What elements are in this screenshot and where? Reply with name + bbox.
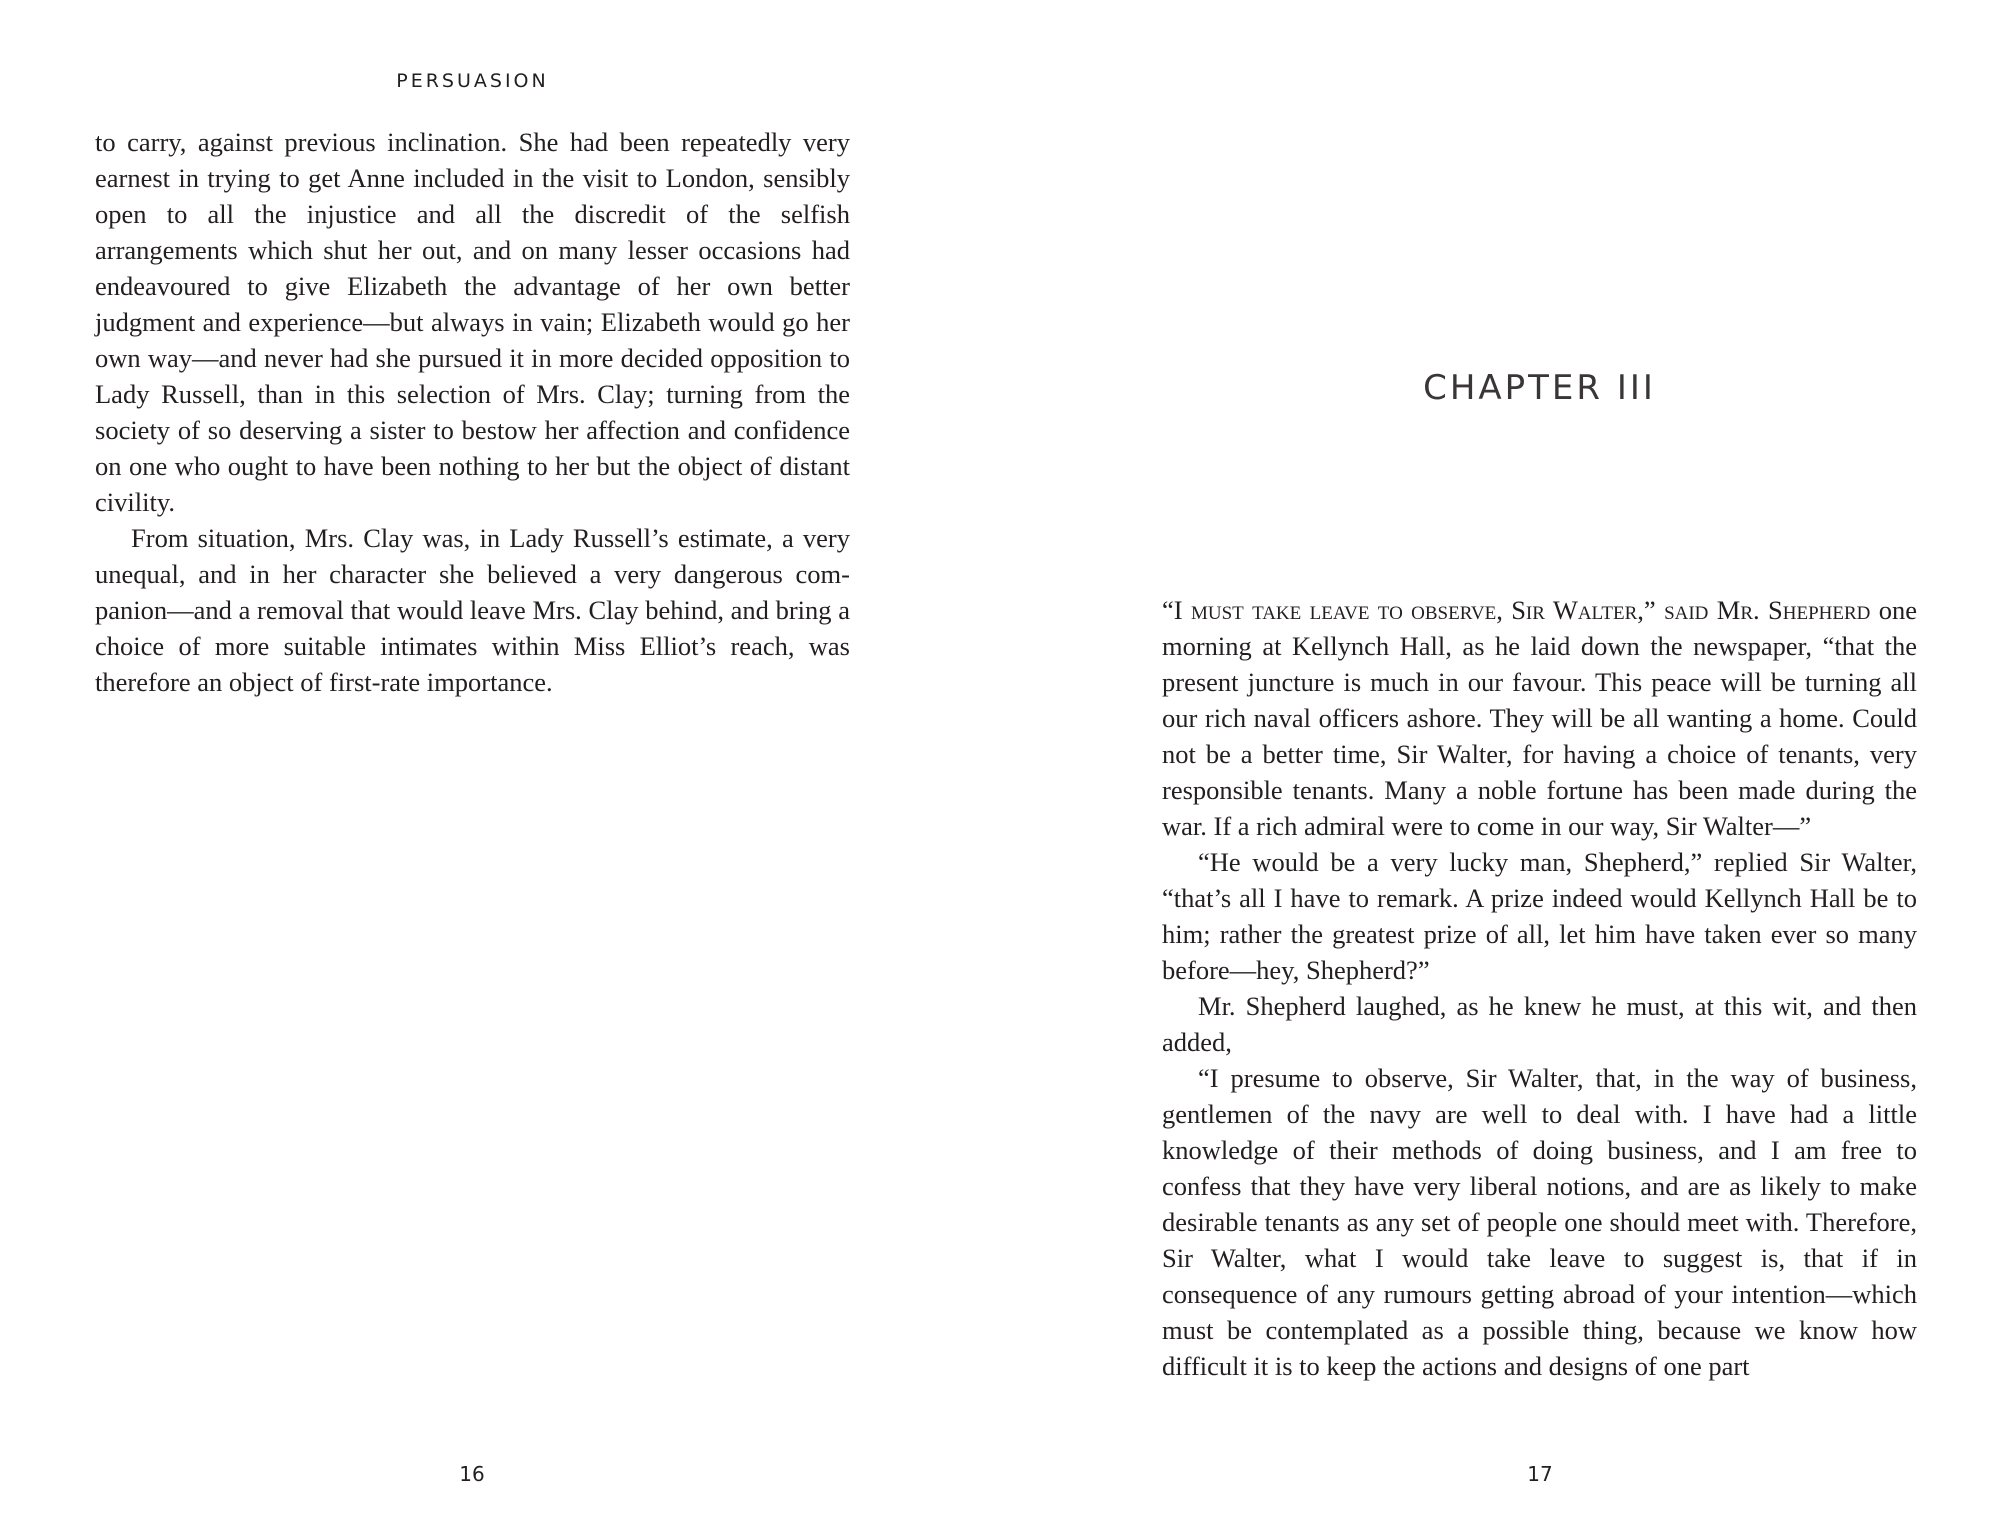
left-body-text	[95, 124, 850, 700]
right-body-text	[1162, 592, 1917, 1384]
paragraph: Mr. Shepherd laughed, as he knew he must, at this wit, and then added,	[1162, 991, 1917, 1057]
opening-rest: one morning at Kellynch Hall, as he laid down the newspaper, “that the present juncture is much in our favour. This peace will be turning all our rich naval officers ashore. They will be all wanting a home. Could not be a better time, Sir Walter, for having a choice of tenants, very responsible tenants. Many a noble fortune has been made during the war. If a rich admiral were to come in our way, Sir Walter—”	[1162, 595, 1917, 841]
paragraph: to carry, against previous inclination. She had been repeatedly very earnest in trying to get Anne included in the visit to London, sensibly open to all the injustice and all the discredit of the selfish arrangements which shut her out, and on many lesser occasions had endeavoured to give Elizabeth the advantage of her own better judgment and experience—but always in vain; Elizabeth would go her own way—and never had she pursued it in more decided opposition to Lady Russell, than in this selection of Mrs. Clay; turning from the society of so deserving a sister to bestow her affection and confidence on one who ought to have been nothing to her but the object of distant civility.	[95, 127, 850, 517]
right-page	[1000, 0, 2000, 1524]
page-number: 16	[459, 1462, 485, 1486]
opening-smallcaps: “I must take leave to observe, Sir Walter,” said Mr. Shepherd	[1162, 595, 1871, 625]
chapter-heading: CHAPTER III	[1423, 368, 1656, 408]
paragraph: “He would be a very lucky man, Shepherd,” replied Sir Walter, “that’s all I have to remark. A prize indeed would Kellynch Hall be to him; rather the greatest prize of all, let him have taken ever so many before—hey, Shepherd?”	[1162, 847, 1917, 985]
opening-paragraph	[1162, 592, 1917, 844]
paragraph: “I presume to observe, Sir Walter, that, in the way of business, gentlemen of the navy are well to deal with. I have had a little knowledge of their methods of doing business, and I am free to confess that they have very liberal notions, and are as likely to make desirable tenants as any set of people one should meet with. Therefore, Sir Walter, what I would take leave to suggest is, that if in consequence of any rumours getting abroad of your intention—which must be contemplated as a possible thing, because we know how difficult it is to keep the actions and designs of one part	[1162, 1063, 1917, 1381]
page-number: 17	[1527, 1462, 1553, 1486]
running-head: PERSUASION	[396, 70, 549, 92]
paragraph: From situation, Mrs. Clay was, in Lady Russell’s estimate, a very unequal, and in her character she believed a very dangerous companion—and a removal that would leave Mrs. Clay behind, and bring a choice of more suitable intimates within Miss Elliot’s reach, was therefore an object of first-rate importance.	[95, 523, 850, 697]
